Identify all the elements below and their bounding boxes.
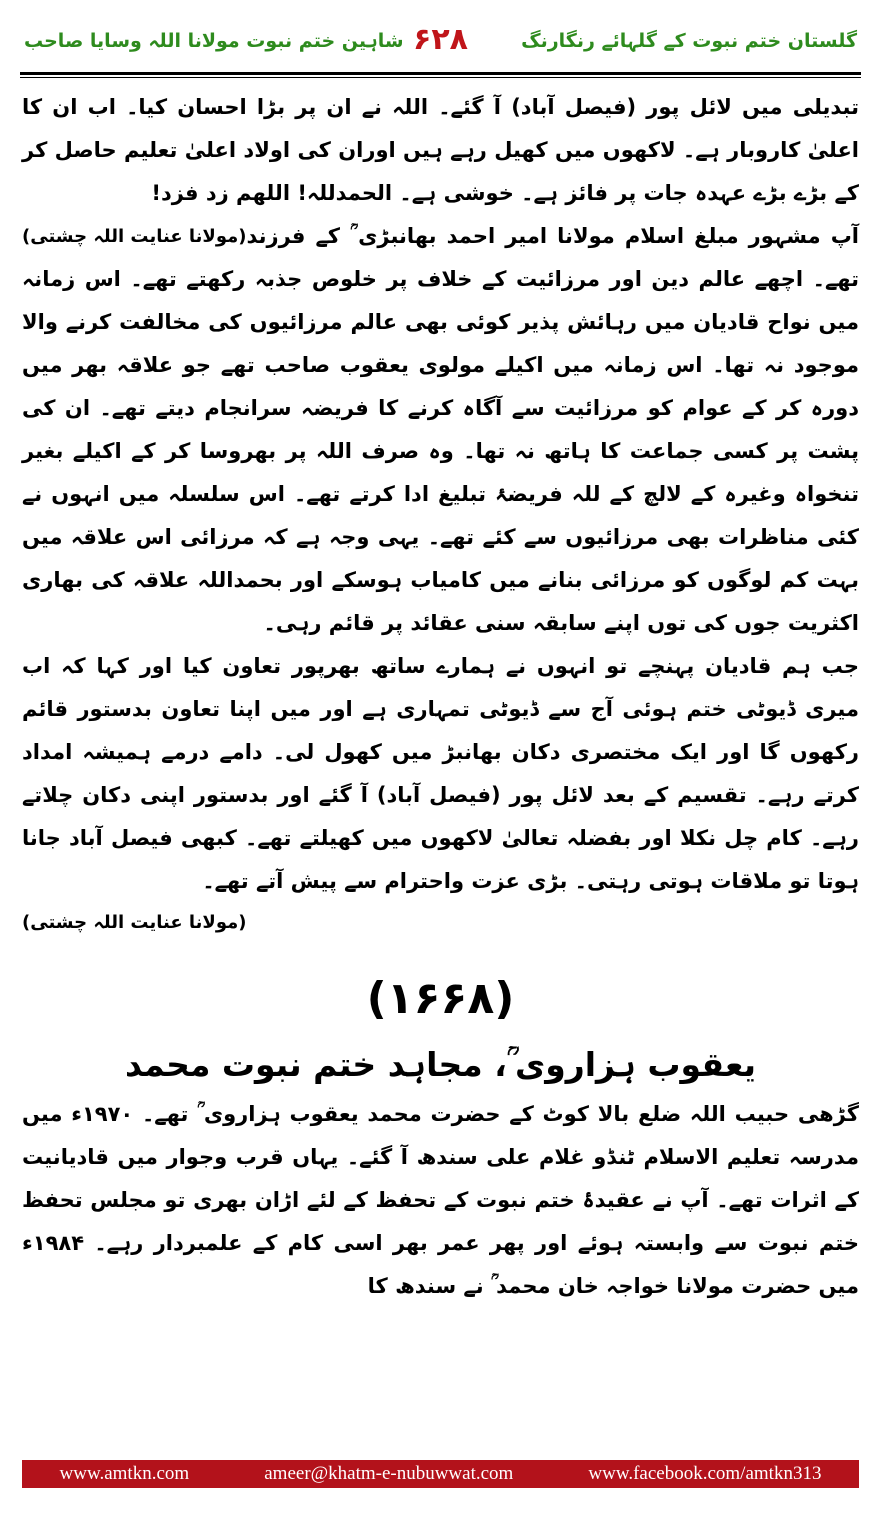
paragraph-4: گڑھی حبیب اللہ ضلع بالا کوٹ کے حضرت محمد یعقوب ہزاروی ؒ تھے۔ ۱۹۷۰ء میں مدرسہ تعلیم الاسلام ٹنڈو غلام علی سندھ آ گئے۔ یہاں قرب وجوار میں قادیانیت کے اثرات تھے۔ آپ نے عقیدۂ ختم نبوت کے تحفظ کے لئے اڑان بھری تو مجلس تحفظ ختم نبوت سے وابستہ ہوئے اور پھر عمر بھر اسی کام کے علمبردار رہے۔ ۱۹۸۴ء میں حضرت مولانا خواجہ خان محمد ؒ نے سندھ کا — [22, 1102, 859, 1298]
section-title: یعقوب ہزاروی ؒ، مجاہد ختم نبوت محمد — [124, 1045, 757, 1084]
header-rule-thin — [20, 77, 861, 78]
page-header — [20, 22, 861, 72]
credit-2: (مولانا عنایت اللہ چشتی) — [22, 912, 247, 933]
paragraph-3: جب ہم قادیان پہنچے تو انہوں نے ہمارے ساتھ بھرپور تعاون کیا اور کہا کہ اب میری ڈیوٹی ختم ہوئی آج سے ڈیوٹی تمہاری ہے اور میں اپنا تعاون بدستور قائم رکھوں گا اور ایک مختصری دکان بھانبڑ میں کھول لی۔ دامے درمے ہمیشہ امداد کرتے رہے۔ تقسیم کے بعد لائل پور (فیصل آباد) آ گئے اور بدستور اپنی دکان چلاتے رہے۔ کام چل نکلا اور بفضلہ تعالیٰ لاکھوں میں کھیلتے تھے۔ کبھی فیصل آباد جانا ہوتا تو ملاقات ہوتی رہتی۔ بڑی عزت واحترام سے پیش آتے تھے۔ — [22, 654, 859, 893]
page-number: ۶۲۸ — [413, 22, 468, 57]
footer-facebook-link[interactable]: www.facebook.com/amtkn313 — [588, 1463, 822, 1484]
paragraph-2: آپ مشہور مبلغ اسلام مولانا امیر احمد بھانبڑی ؒ کے فرزند تھے۔ اچھے عالم دین اور مرزائیت کے خلاف پر خلوص جذبہ رکھتے تھے۔ اس زمانہ میں نواح قادیان میں رہائش پذیر کوئی بھی عالم مرزائیوں کی مخالفت کرنے والا موجود نہ تھا۔ اس زمانہ میں اکیلے مولوی یعقوب صاحب تھے جو علاقہ بھر میں دورہ کر کے عوام کو مرزائیت سے آگاہ کرنے کا فریضہ سرانجام دیتے تھے۔ ان کی پشت پر کسی جماعت کا ہاتھ نہ تھا۔ وہ صرف اللہ پر بھروسا کر کے اکیلے بغیر تنخواہ وغیرہ کے لالچ کے للہ فریضۂ تبلیغ ادا کرتے تھے۔ اس سلسلہ میں انہوں نے کئی مناظرات بھی مرزائیوں سے کئے تھے۔ یہی وجہ ہے کہ مرزائی اس علاقہ میں بہت کم لوگوں کو مرزائی بنانے میں کامیاب ہوسکے اور بحمداللہ علاقہ کی بھاری اکثریت جوں کی توں اپنے سابقہ سنی عقائد پر قائم رہی۔ — [22, 224, 859, 635]
page-body — [22, 86, 859, 1308]
paragraph-1-text: تبدیلی میں لائل پور (فیصل آباد) آ گئے۔ اللہ نے ان پر بڑا احسان کیا۔ اب ان کا اعلیٰ کاروبار ہے۔ لاکھوں میں کھیل رہے ہیں اوران کی اولاد اعلیٰ تعلیم حاصل کر کے بڑے بڑے عہدہ جات پر فائز ہے۔ خوشی ہے۔ الحمدللہ! اللھم زد فزد! — [22, 95, 859, 205]
footer-site-link[interactable]: www.amtkn.com — [59, 1463, 190, 1484]
credit-1: (مولانا عنایت اللہ چشتی) — [22, 226, 247, 247]
header-rule-thick — [20, 72, 861, 75]
section-number: (۱۶۶۸) — [366, 973, 515, 1024]
paragraph-1 — [22, 86, 859, 247]
footer-email-link[interactable]: ameer@khatm-e-nubuwwat.com — [264, 1463, 514, 1484]
book-title: گلستان ختم نبوت کے گلہائے رنگارنگ — [521, 30, 857, 52]
footer-bar — [22, 1460, 859, 1488]
author-title: شاہین ختم نبوت مولانا اللہ وسایا صاحب — [24, 30, 404, 52]
